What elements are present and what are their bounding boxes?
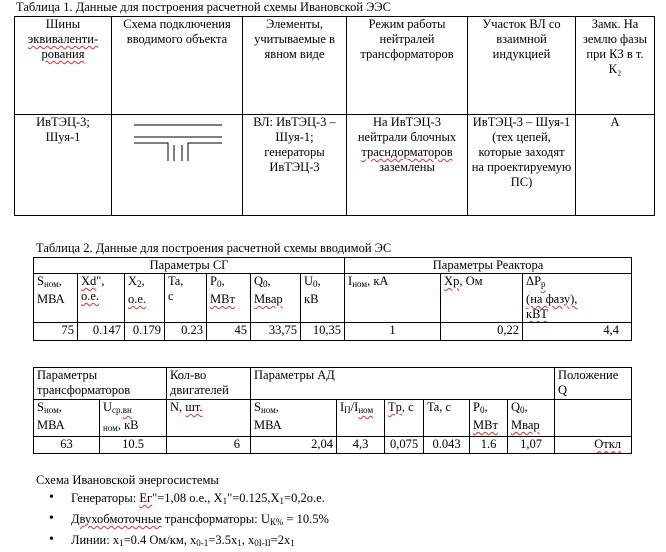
- t3-h-ucp: $U_{ср.вн}$ $_{ном}$, кВ: [100, 400, 167, 437]
- table1: [14, 16, 655, 216]
- table2-caption: Таблица 2. Данные для построения расчетной схемы вводимой ЭС: [36, 241, 392, 255]
- t2-h-xr: Xр, Ом: [441, 274, 523, 323]
- t1-h-neutral: Режим работы нейтралей трансформаторов: [347, 17, 468, 115]
- t3-group-q: Положение Q: [555, 368, 632, 400]
- table1-data-row: [15, 115, 655, 216]
- t2-h-dpr: $\Delta P_р$ (на фазу), кВТ: [523, 274, 632, 323]
- t3-v-ip: 4,3: [337, 437, 385, 454]
- t2-h-inom: $I_{ном}$, кА: [345, 274, 441, 323]
- table2: [33, 257, 632, 341]
- t1-fault: A: [576, 115, 655, 216]
- t3-v-n: 6: [167, 437, 251, 454]
- t2-group-reactor: Параметры Реактора: [345, 258, 632, 274]
- t2-h-u0: $U_0$, кВ: [301, 274, 345, 323]
- t3-h-q0: $Q_0$, Мвар: [508, 400, 555, 437]
- bullet-transformers: • Двухобмоточные трансформаторы: $U_{К\%} = 10.5\%$: [33, 510, 329, 531]
- t2-h-p0: $P_0$, МВт: [207, 274, 251, 323]
- t1-elements: ВЛ: ИвТЭЦ-3 – Шуя-1; генераторы ИвТЭЦ-3: [243, 115, 347, 216]
- t3-group-tr: Параметры трансформаторов: [34, 368, 167, 400]
- t1-section: ИвТЭЦ-3 – Шуя-1 (тех цепей, которые заходят на проектируемую ПС): [468, 115, 576, 216]
- t3-v-snom: 63: [34, 437, 100, 454]
- t1-h-section: Участок ВЛ со взаимной индукцией: [468, 17, 576, 115]
- t3-h-ta: Ta, с: [424, 400, 470, 437]
- t3-h-ip: $I_П/I_{ном}$: [337, 400, 385, 437]
- t2-v-xr: 0,22: [441, 323, 523, 341]
- t2-v-ta: 0.23: [165, 323, 207, 341]
- t3-v-q0: 1,07: [508, 437, 555, 454]
- scheme-title: Схема Ивановской энергосистемы: [36, 473, 219, 487]
- t2-v-inom: 1: [345, 323, 441, 341]
- table3-value-row: [34, 437, 632, 454]
- table1-caption: Таблица 1. Данные для построения расчетной схемы Ивановской ЭЭС: [16, 0, 391, 14]
- bullet-lines: • Линии: $x_1=0.4$ Ом/км, $x_{0-1}=3.5x_1$, $x_{0I-II}=2x_1$: [33, 531, 329, 552]
- t3-h-blank: [555, 400, 632, 437]
- t2-v-xd: 0.147: [78, 323, 125, 341]
- scheme-bullet-list: [33, 489, 329, 552]
- t3-group-ad: Параметры АД: [251, 368, 555, 400]
- t1-h-elements: Элементы, учитываемые в явном виде: [243, 17, 347, 115]
- t3-group-motors: Кол-во двигателей: [167, 368, 251, 400]
- t3-v-snom-ad: 2,04: [251, 437, 337, 454]
- t3-h-p0: $P_0$, МВт: [470, 400, 508, 437]
- t3-h-n: N, шт.: [167, 400, 251, 437]
- t2-group-sg: Параметры СГ: [34, 258, 345, 274]
- t3-v-ta: 0.043: [424, 437, 470, 454]
- t2-v-x2: 0.179: [125, 323, 165, 341]
- t3-h-snom: $S_{ном}$, МВА: [34, 400, 100, 437]
- t2-h-x2: $X_2$, о.е.: [125, 274, 165, 323]
- t1-h-buses: Шины эквиваленти-рования: [15, 17, 112, 115]
- t2-v-q0: 33,75: [251, 323, 301, 341]
- table3-group-row: [34, 368, 632, 400]
- bullet-generators: • Генераторы: Eг"=1,08 о.е., $X_1"=0.125,X_1=0,2о.е$.: [33, 489, 329, 510]
- connection-scheme-diagram: [112, 115, 243, 211]
- t3-v-ucp: 10.5: [100, 437, 167, 454]
- t2-v-dpr: 4,4: [523, 323, 632, 341]
- table3-header-row: [34, 400, 632, 437]
- t3-v-p0: 1.6: [470, 437, 508, 454]
- t3-h-snom-ad: $S_{ном}$, МВА: [251, 400, 337, 437]
- t2-v-snom: 75: [34, 323, 78, 341]
- t3-h-tp: Tр, с: [385, 400, 424, 437]
- t1-neutral: На ИвТЭЦ-3 нейтрали блочных трасндорматоров заземлены: [347, 115, 468, 216]
- t1-h-scheme: Схема подключения вводимого объекта: [112, 17, 243, 115]
- table2-header-row: [34, 274, 632, 323]
- t1-buses: ИвТЭЦ-3; Шуя-1: [15, 115, 112, 216]
- t2-v-u0: 10,35: [301, 323, 345, 341]
- t2-v-p0: 45: [207, 323, 251, 341]
- t2-h-ta: Ta, с: [165, 274, 207, 323]
- t3-v-tp: 0,075: [385, 437, 424, 454]
- t2-h-snom: $S_{ном}$, МВА: [34, 274, 78, 323]
- t3-v-q-position: Откл: [555, 437, 632, 454]
- t2-h-q0: $Q_0$, Мвар: [251, 274, 301, 323]
- t2-h-xd: Xd", о.е.: [78, 274, 125, 323]
- table1-header-row: [15, 17, 655, 115]
- t1-h-fault: Замк. На землю фазы при КЗ в т. К₂: [576, 17, 655, 115]
- table2-group-row: [34, 258, 632, 274]
- table3: [33, 367, 632, 454]
- t1-scheme-diagram: [112, 115, 243, 216]
- table2-value-row: [34, 323, 632, 341]
